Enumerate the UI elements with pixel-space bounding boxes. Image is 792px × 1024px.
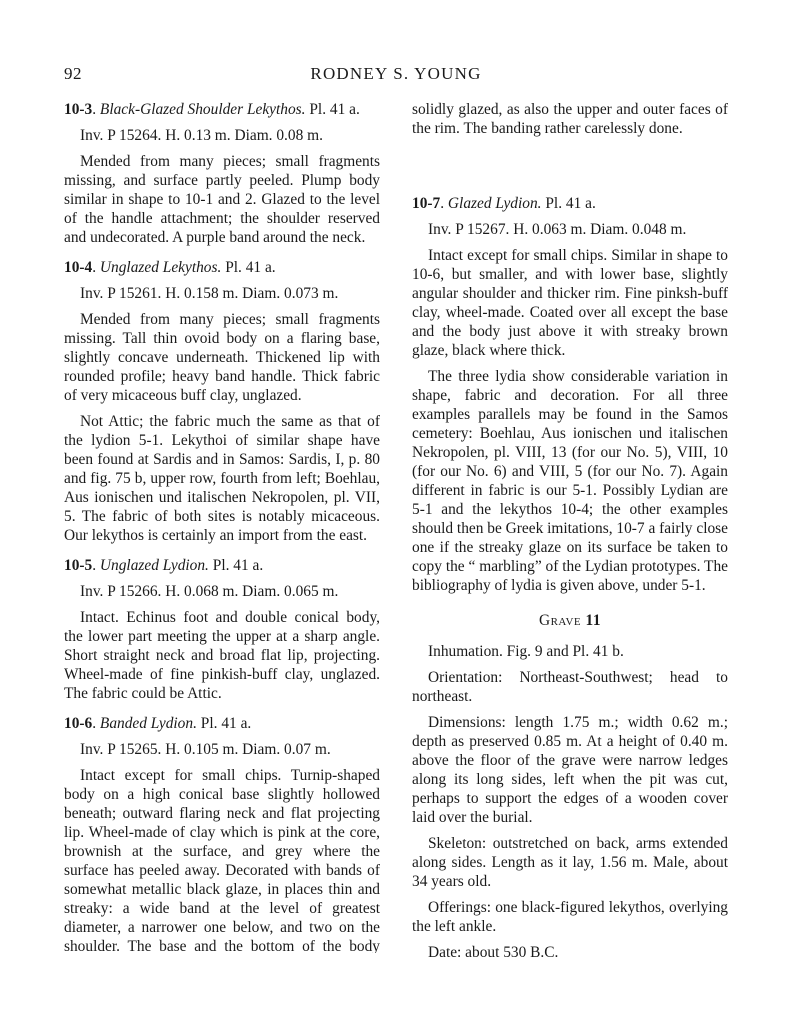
entry-paragraph-flowing: Intact except for small chips. Turnip-shaped body on a high conical base slightly hollowed beneath; outward flaring neck and flat projecting lip. Wheel-made of clay which is pink at the core, brownish at the surface, and grey where the surface has peeled away. Decorated with bands of somewhat metallic black glaze, in places thin and streaky: a wide band at the level of greatest diameter, a narrower one below, and two on the shoulder. The base and the bottom of the body [64, 767, 380, 953]
grave-paragraph: Dimensions: length 1.75 m.; width 0.62 m.; depth as preserved 0.85 m. At a height of 0.40 m. above the floor of the grave were narrow ledges along its long sides, left when the pit was cut, perhaps to support the edges of a wooden cover laid over the burial. [412, 714, 728, 826]
entry-inventory: Inv. P 15266. H. 0.068 m. Diam. 0.065 m. [80, 583, 339, 600]
entry-plate: Pl. 41 a. [200, 715, 252, 732]
entry-title: Banded Lydion. [99, 715, 197, 732]
grave-paragraph: Orientation: Northeast-Southwest; head to northeast. [412, 669, 728, 705]
entry-inventory: Inv. P 15267. H. 0.063 m. Diam. 0.048 m. [428, 221, 687, 238]
entry-paragraph: Intact. Echinus foot and double conical body, the lower part meeting the upper at a sharp angle. Short straight neck and broad flat lip, projecting. Wheel-made of fine pinkish-buff clay, unglazed. The fabric could be Attic. [64, 609, 380, 702]
entry-paragraph: Mended from many pieces; small fragments missing, and surface partly peeled. Plump body similar in shape to 10-1 and 2. Glazed to the level of the handle attachment; the shoulder reserved and undecorated. A purple band around the neck. [64, 153, 380, 246]
page-number: 92 [64, 64, 82, 83]
entry-inventory: Inv. P 15265. H. 0.105 m. Diam. 0.07 m. [80, 741, 331, 758]
entry-heading: 10-4. Unglazed Lekythos. Pl. 41 a. [64, 259, 276, 276]
entry-plate: Pl. 41 a. [545, 195, 596, 212]
entry-number: 10-5 [64, 557, 93, 574]
entry-heading: 10-3. Black-Glazed Shoulder Lekythos. Pl. 41 a. [64, 101, 360, 118]
entry-heading: 10-6. Banded Lydion. Pl. 41 a. [64, 715, 252, 732]
entry-heading: 10-5. Unglazed Lydion. Pl. 41 a. [64, 557, 264, 574]
grave-heading-number: 11 [585, 612, 602, 629]
grave-heading [412, 611, 728, 630]
grave-paragraph: Date: about 530 B.C. [428, 944, 559, 961]
running-title: RODNEY S. YOUNG [310, 64, 482, 83]
entry-heading: 10-7. Glazed Lydion. Pl. 41 a. [412, 195, 596, 212]
entry-plate: Pl. 41 a. [212, 557, 264, 574]
entry-title: Unglazed Lydion. [99, 557, 209, 574]
entry-number: 10-6 [64, 715, 93, 732]
entry-paragraph: Mended from many pieces; small fragments missing. Tall thin ovoid body on a flaring base, slightly concave underneath. Thickened lip with rounded profile; heavy band handle. Thick fabric of very micaceous buff clay, unglazed. [64, 311, 380, 404]
entry-title: Black-Glazed Shoulder Lekythos. [99, 101, 306, 118]
entry-plate: Pl. 41 a. [309, 101, 360, 118]
right-column [412, 100, 728, 969]
entry-paragraph: Not Attic; the fabric much the same as that of the lydion 5-1. Lekythoi of similar shape have been found at Sardis and in Samos: Sardis, I, p. 80 and fig. 75 b, upper row, fourth from left; Boehlau, Aus ionischen und italischen Nekropolen, pl. VII, 5. The fabric of both sites is notably micaceous. Our lekythos is certainly an import from the east. [64, 413, 380, 544]
entry-paragraph: Intact except for small chips. Similar in shape to 10-6, but smaller, and with lower base, slightly angular shoulder and thicker rim. Fine pinksh-buff clay, wheel-made. Coated over all except the base and the body just above it with streaky brown glaze, black where thick. [412, 247, 728, 359]
entry-number: 10-4 [64, 259, 93, 276]
entry-inventory: Inv. P 15264. H. 0.13 m. Diam. 0.08 m. [80, 127, 323, 144]
entry-title: Unglazed Lekythos. [99, 259, 222, 276]
entry-paragraph-continued: solidly glazed, as also the upper and outer faces of the rim. The banding rather carelessly done. [412, 101, 728, 137]
grave-paragraph: Inhumation. Fig. 9 and Pl. 41 b. [428, 643, 624, 660]
grave-paragraph: Skeleton: outstretched on back, arms extended along sides. Length as it lay, 1.56 m. Male, about 34 years old. [412, 835, 728, 890]
grave-heading-word: Grave [538, 612, 582, 629]
entry-inventory: Inv. P 15261. H. 0.158 m. Diam. 0.073 m. [80, 285, 339, 302]
entry-plate: Pl. 41 a. [225, 259, 276, 276]
entry-number: 10-3 [64, 101, 93, 118]
entry-number: 10-7 [412, 195, 441, 212]
left-column [64, 100, 380, 953]
grave-paragraph: Offerings: one black-figured lekythos, overlying the left ankle. [412, 899, 728, 935]
entry-continuation [412, 100, 728, 176]
entry-title: Glazed Lydion. [447, 195, 542, 212]
entry-paragraph: The three lydia show considerable variation in shape, fabric and decoration. For all three examples parallels may be found in the Samos cemetery: Boehlau, Aus ionischen und italischen Nekropolen, pl. VIII, 13 (for our No. 5), VIII, 10 (for our No. 6) and VIII, 5 (for our No. 7). Again different in fabric is our 5-1. Possibly Lydian are 5-1 and the lekythos 10-4; the other examples should then be Greek imitations, 10-7 a fairly close one if the streaky glaze on its surface be taken to copy the “ marbling” of the Lydian prototypes. The bibliography of lydia is given above, under 5-1. [412, 368, 728, 594]
